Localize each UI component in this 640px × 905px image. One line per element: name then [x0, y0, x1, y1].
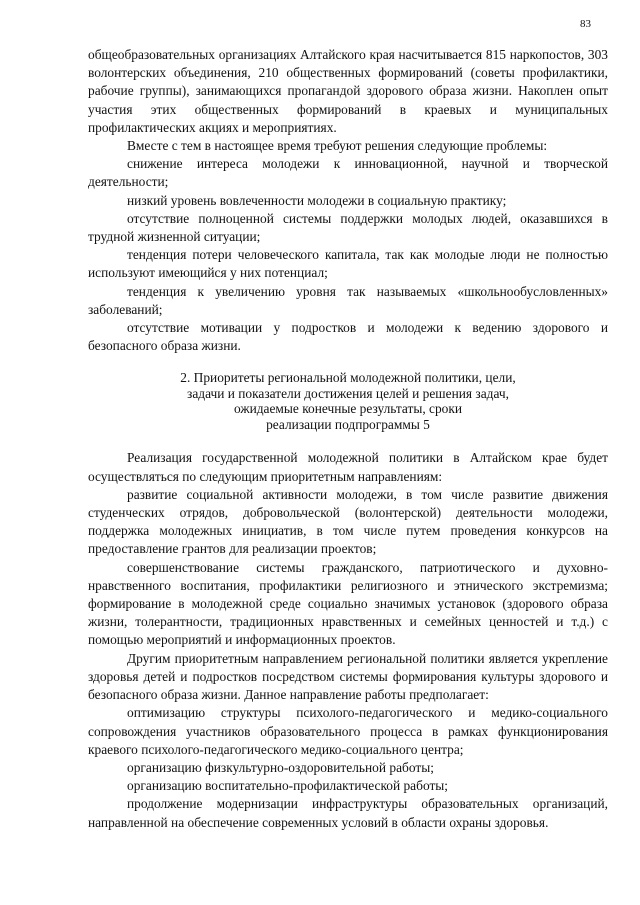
heading-line: ожидаемые конечные результаты, сроки [233, 401, 463, 417]
paragraph: Реализация государственной молодежной политики в Алтайском крае будет осуществляться по следующим приоритетным направлениям: [88, 450, 608, 484]
paragraph: Другим приоритетным направлением региональной политики является укрепление здоровья детей и подростков посредством системы формирования культуры здорового и безопасного образа жизни. Данное направление работы предполагает: [88, 650, 608, 703]
paragraph: Вместе с тем в настоящее время требуют решения следующие проблемы: [127, 138, 548, 154]
page-number: 83 [580, 18, 591, 30]
paragraphs-before-heading [88, 46, 608, 355]
list-item: оптимизацию структуры психолого-педагогического и медико-социального сопровождения участников образовательного процесса в рамках функционирования краевого психолого-педагогического медико-социального центра; [88, 705, 608, 757]
list-item: продолжение модернизации инфраструктуры образовательных организаций, направленной на обеспечение современных условий в области охраны здоровья. [88, 796, 608, 830]
document-body [88, 46, 608, 832]
list-item: снижение интереса молодежи к инновационной, научной и творческой деятельности; [88, 156, 608, 190]
list-item: развитие социальной активности молодежи, в том числе развитие движения студенческих отрядов, добровольческой (волонтерской) деятельности молодежи, поддержка молодежных инициатив, в том числе путем проведения конкурсов на предоставление грантов для реализации проектов; [88, 486, 608, 557]
paragraphs-after-heading [88, 449, 608, 831]
list-item: отсутствие полноценной системы поддержки молодых людей, оказавшихся в трудной жизненной ситуации; [88, 210, 608, 245]
paragraph: общеобразовательных организациях Алтайского края насчитывается 815 наркопостов, 303 волонтерских объединения, 210 общественных формирований (советы профилактики, рабочие группы), занимающихся пропагандой здорового образа жизни. Накоплен опыт участия этих общественных формирований в краевых и муниципальных профилактических акциях и мероприятиях. [88, 47, 608, 135]
list-item: отсутствие мотивации у подростков и молодежи к ведению здорового и безопасного образа жизни. [88, 320, 608, 354]
section-heading [88, 370, 608, 432]
heading-line: задачи и показатели достижения целей и решения задач, [187, 385, 509, 401]
list-item: совершенствование системы гражданского, патриотического и духовно-нравственного воспитания, профилактики религиозного и этнического экстремизма; формирование в молодежной среде социально значимых установок (здорового образа жизни, толерантности, традиционных нравственных и семейных ценностей и т.д.) с помощью мероприятий и информационных проектов. [88, 559, 608, 648]
list-item: тенденция к увеличению уровня так называемых «школьнообусловленных» заболеваний; [88, 283, 608, 317]
list-item: тенденция потери человеческого капитала, так как молодые люди не полностью используют имеющийся у них потенциал; [88, 247, 608, 281]
list-item: организацию физкультурно-оздоровительной работы; [127, 759, 434, 775]
heading-line: 2. Приоритеты региональной молодежной политики, цели, [180, 370, 516, 386]
list-item: организацию воспитательно-профилактической работы; [127, 778, 449, 794]
heading-line: реализации подпрограммы 5 [266, 416, 430, 432]
list-item: низкий уровень вовлеченности молодежи в социальную практику; [127, 192, 507, 208]
